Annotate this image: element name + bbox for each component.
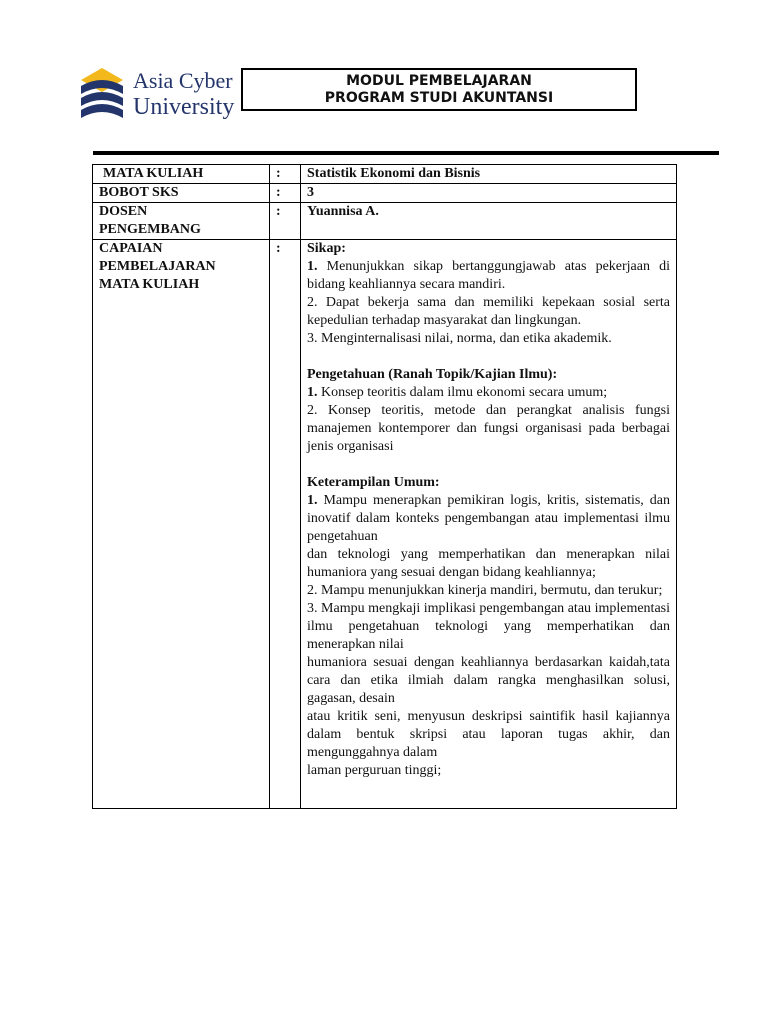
row-bobot-sks (93, 184, 677, 203)
list-item (307, 582, 670, 600)
list-item (307, 384, 670, 402)
colon: : (270, 203, 301, 240)
item-text: Menunjukkan sikap bertanggungjawab atas pekerjaan di bidang keahliannya secara mandiri. (307, 259, 670, 292)
row-capaian (93, 240, 677, 809)
label-capaian-line3: MATA KULIAH (99, 277, 200, 292)
row-dosen (93, 203, 677, 240)
row-mata-kuliah (93, 165, 677, 184)
value-mata-kuliah: Statistik Ekonomi dan Bisnis (301, 165, 677, 184)
sikap-list (307, 258, 670, 348)
label-capaian (93, 240, 270, 809)
label-bobot-sks: BOBOT SKS (93, 184, 270, 203)
item-text: 2. Konsep teoritis, metode dan perangkat analisis fungsi manajemen kontemporer dan fungsi organisasi pada berbagai jenis organisasi (307, 403, 670, 454)
value-bobot-sks: 3 (301, 184, 677, 203)
header-divider (93, 151, 719, 155)
item-text: Konsep teoritis dalam ilmu ekonomi secara umum; (317, 385, 608, 400)
value-dosen: Yuannisa A. (301, 203, 677, 240)
keterampilan-heading: Keterampilan Umum: (307, 475, 440, 490)
item-text: humaniora sesuai dengan keahliannya berdasarkan kaidah,tata cara dan etika ilmiah dalam rangka menghasilkan solusi, gagasan, desain (307, 655, 670, 706)
list-item (307, 492, 670, 546)
list-item (307, 402, 670, 456)
item-text: 2. Dapat bekerja sama dan memiliki kepekaan sosial serta kepedulian terhadap masyarakat dan lingkungan. (307, 295, 670, 328)
label-dosen-line1: DOSEN (99, 204, 148, 219)
pengetahuan-list (307, 384, 670, 456)
course-info-table (92, 164, 677, 809)
item-text: 2. Mampu menunjukkan kinerja mandiri, bermutu, dan terukur; (307, 583, 663, 598)
colon: : (270, 165, 301, 184)
item-text: 3. Menginternalisasi nilai, norma, dan etika akademik. (307, 331, 612, 346)
item-text: dan teknologi yang memperhatikan dan menerapkan nilai humaniora yang sesuai dengan bidang keahliannya; (307, 547, 670, 580)
list-item (307, 294, 670, 330)
colon: : (270, 240, 301, 809)
module-title-box (241, 68, 637, 111)
list-item (307, 654, 670, 708)
list-item (307, 600, 670, 654)
item-text: laman perguruan tinggi; (307, 763, 442, 778)
item-text: atau kritik seni, menyusun deskripsi saintifik hasil kajiannya dalam bentuk skripsi atau laporan tugas akhir, dan mengunggahnya dalam (307, 709, 670, 760)
item-text: Mampu menerapkan pemikiran logis, kritis, sistematis, dan inovatif dalam konteks pengembangan atau implementasi ilmu pengetahuan (307, 493, 670, 544)
program-title: PROGRAM STUDI AKUNTANSI (324, 89, 554, 106)
item-number: 1. (307, 493, 318, 508)
value-capaian (301, 240, 677, 809)
item-text: 3. Mampu mengkaji implikasi pengembangan atau implementasi ilmu pengetahuan teknologi yang memperhatikan dan menerapkan nilai (307, 601, 670, 652)
item-number: 1. (307, 259, 318, 274)
logo-line1: Asia Cyber (133, 68, 233, 93)
list-item (307, 258, 670, 294)
label-mata-kuliah: MATA KULIAH (93, 165, 270, 184)
pengetahuan-heading: Pengetahuan (Ranah Topik/Kajian Ilmu): (307, 367, 558, 382)
logo-wordmark (133, 68, 234, 120)
logo-line2: University (133, 94, 235, 120)
shield-logo-icon (79, 66, 125, 126)
item-number: 1. (307, 385, 318, 400)
module-title: MODUL PEMBELAJARAN (346, 72, 532, 89)
label-capaian-line2: PEMBELAJARAN (99, 259, 216, 274)
label-dosen-line2: PENGEMBANG (99, 222, 201, 237)
list-item (307, 330, 670, 348)
label-dosen (93, 203, 270, 240)
university-logo (79, 66, 239, 126)
label-capaian-line1: CAPAIAN (99, 241, 163, 256)
list-item (307, 762, 670, 780)
keterampilan-list (307, 492, 670, 780)
list-item (307, 546, 670, 582)
list-item (307, 708, 670, 762)
colon: : (270, 184, 301, 203)
sikap-heading: Sikap: (307, 241, 346, 256)
